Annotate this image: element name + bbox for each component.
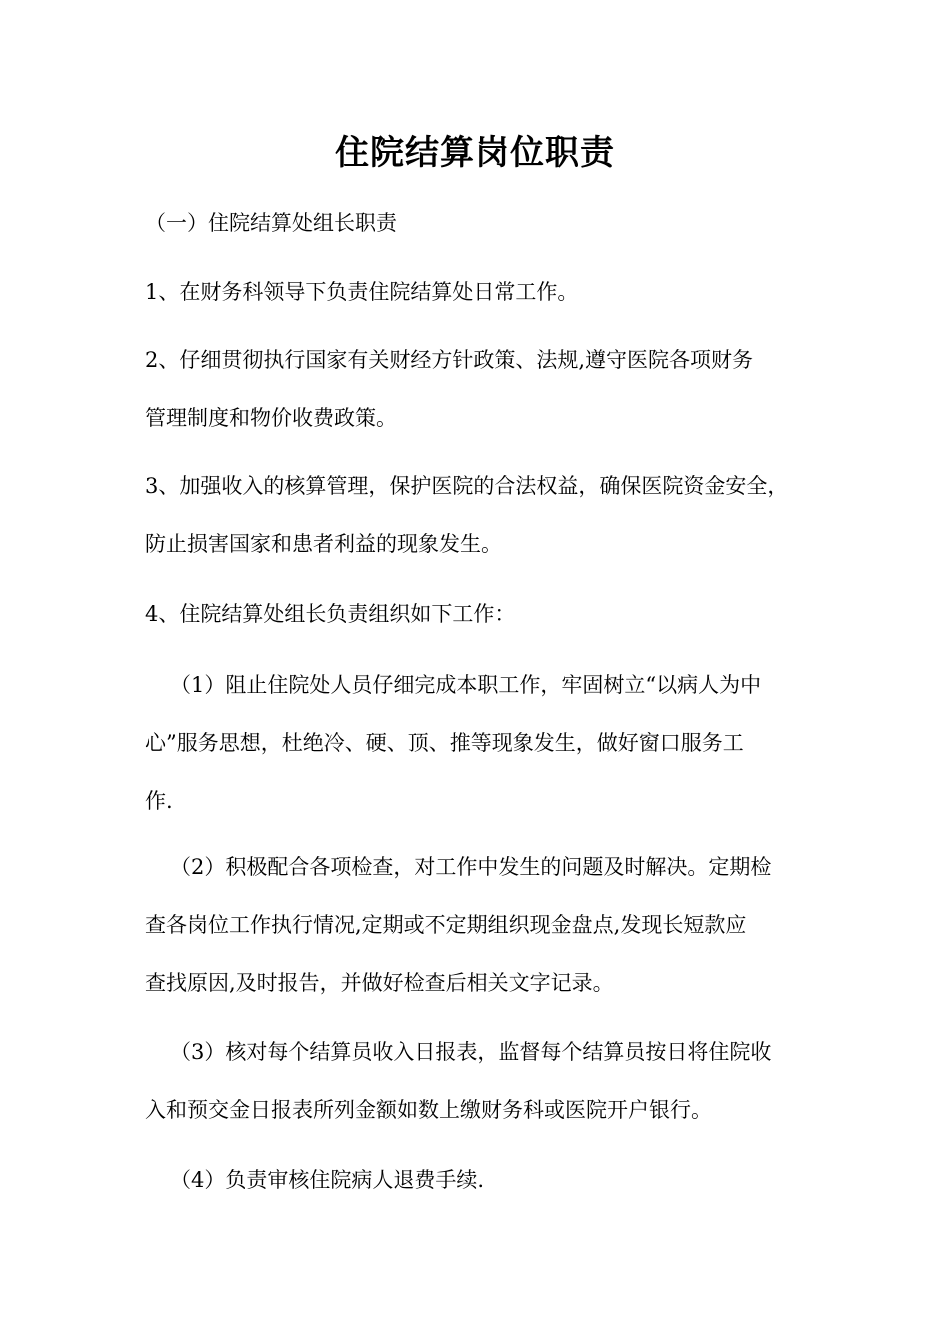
paragraph-item-4: [145, 585, 825, 643]
paragraph-item-1: [145, 263, 825, 321]
paragraph-line: 防止损害国家和患者利益的现象发生。: [145, 532, 502, 556]
paragraph-line: 2、仔细贯彻执行国家有关财经方针政策、法规,遵守医院各项财务: [145, 348, 754, 372]
paragraph-line: 1、在财务科领导下负责住院结算处日常工作。: [145, 280, 579, 304]
paragraph-line: （3）核对每个结算员收入日报表，监督每个结算员按日将住院收: [170, 1040, 772, 1064]
paragraph-line: 作.: [145, 789, 173, 813]
paragraph-subitem-1: [145, 656, 825, 830]
paragraph-line: 入和预交金日报表所列金额如数上缴财务科或医院开户银行。: [145, 1098, 712, 1122]
paragraph-subitem-2: [145, 838, 825, 1012]
paragraph-subitem-3: [145, 1023, 825, 1139]
paragraph-line: 查各岗位工作执行情况,定期或不定期组织现金盘点,发现长短款应: [145, 913, 747, 937]
paragraph-line: （一）住院结算处组长职责: [145, 211, 397, 235]
paragraph-line: 心”服务思想，杜绝冷、硬、顶、推等现象发生，做好窗口服务工: [145, 731, 744, 755]
paragraph-line: 4、住院结算处组长负责组织如下工作：: [145, 602, 516, 626]
paragraph-section-heading: [145, 194, 825, 252]
paragraph-line: （1）阻止住院处人员仔细完成本职工作，牢固树立“以病人为中: [170, 673, 762, 697]
paragraph-line: （2）积极配合各项检查，对工作中发生的问题及时解决。定期检: [170, 855, 772, 879]
page-title: 住院结算岗位职责: [335, 133, 615, 173]
paragraph-line: 查找原因,及时报告，并做好检查后相关文字记录。: [145, 971, 614, 995]
paragraph-line: 管理制度和物价收费政策。: [145, 406, 397, 430]
paragraph-item-2: [145, 331, 825, 447]
paragraph-subitem-4: [145, 1151, 825, 1209]
paragraph-line: （4）负责审核住院病人退费手续.: [170, 1168, 485, 1192]
paragraph-line: 3、加强收入的核算管理，保护医院的合法权益，确保医院资金安全，: [145, 474, 789, 498]
paragraph-item-3: [145, 457, 825, 573]
